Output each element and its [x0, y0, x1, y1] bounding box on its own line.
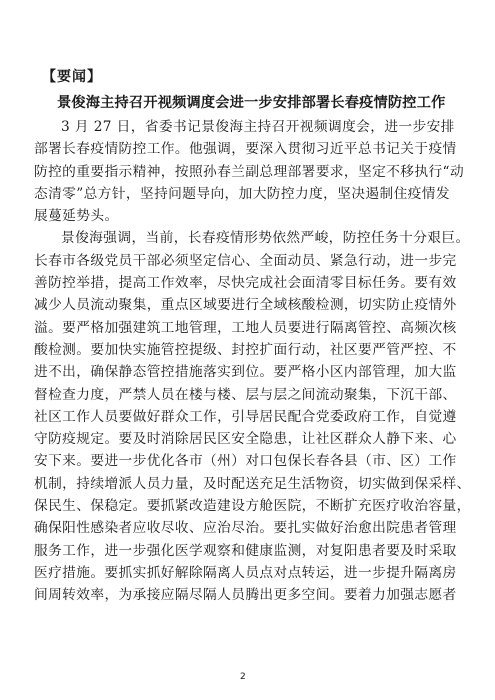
text-line: 间周转效率，为承接应隔尽隔人员腾出更多空间。要着力加强志愿者	[34, 587, 457, 604]
text-line: 守防疫规定。要及时消除居民区安全隐患，让社区群众人静下来、心	[34, 431, 457, 448]
page-number: 2	[240, 672, 246, 682]
text-line: 医疗措施。要抓实抓好解除隔离人员点对点转运，进一步提升隔离房	[34, 564, 457, 581]
text-line: 督检查力度，严禁人员在楼与楼、层与层之间流动聚集，下沉干部、	[34, 386, 457, 403]
text-line: 机制，持续增派人员力量，及时配送充足生活物资，切实做到保采样、	[34, 475, 471, 492]
text-line: 社区工作人员要做好群众工作，引导居民配合党委政府工作，自觉遵	[34, 408, 457, 425]
text-line: 防控的重要指示精神，按照孙春兰副总理部署要求，坚定不移执行“动	[34, 163, 465, 180]
section-tag: 【要闻】	[42, 69, 102, 85]
text-line: 展蔓延势头。	[34, 208, 119, 225]
text-line: 酸检测。要加快实施管控提级、封控扩面行动，社区要严管严控、不	[34, 341, 457, 358]
article-body	[34, 116, 471, 607]
text-line: 态清零”总方针，坚持问题导向，加大防控力度，坚决遏制住疫情发	[34, 185, 450, 202]
text-line: 长春市各级党员干部必须坚定信心、全面动员、紧急行动，进一步完	[34, 252, 457, 269]
headline: 景俊海主持召开视频调度会进一步安排部署长春疫情防控工作	[57, 95, 446, 111]
paragraph-1	[34, 116, 464, 227]
text-line: 进不出，确保静态管控措施落实到位。要严格小区内部管理，加大监	[34, 364, 457, 381]
text-line: 安下来。要进一步优化各市（州）对口包保长春各县（市、区）工作	[34, 453, 457, 470]
text-line: 3 月 27 日，省委书记景俊海主持召开视频调度会，进一步安排	[61, 119, 455, 135]
text-line: 部署长春疫情防控工作。他强调，要深入贯彻习近平总书记关于疫情	[34, 141, 457, 158]
text-line: 善防控举措，提高工作效率，尽快完成社会面清零目标任务。要有效	[34, 275, 457, 292]
text-line: 溢。要严格加强建筑工地管理，工地人员要进行隔离管控、高频次核	[34, 319, 457, 336]
text-line: 减少人员流动聚集，重点区域要进行全域核酸检测，切实防止疫情外	[34, 297, 457, 314]
text-line: 服务工作，进一步强化医学观察和健康监测，对复阳患者要及时采取	[34, 542, 457, 559]
paragraph-2	[34, 227, 471, 606]
text-line: 保民生、保稳定。要抓紧改造建设方舱医院，不断扩充医疗收治容量，	[34, 498, 471, 515]
text-line: 景俊海强调，当前，长春疫情形势依然严峻，防控任务十分艰巨。	[61, 230, 470, 247]
text-line: 确保阳性感染者应收尽收、应治尽治。要扎实做好治愈出院患者管理	[34, 520, 457, 537]
